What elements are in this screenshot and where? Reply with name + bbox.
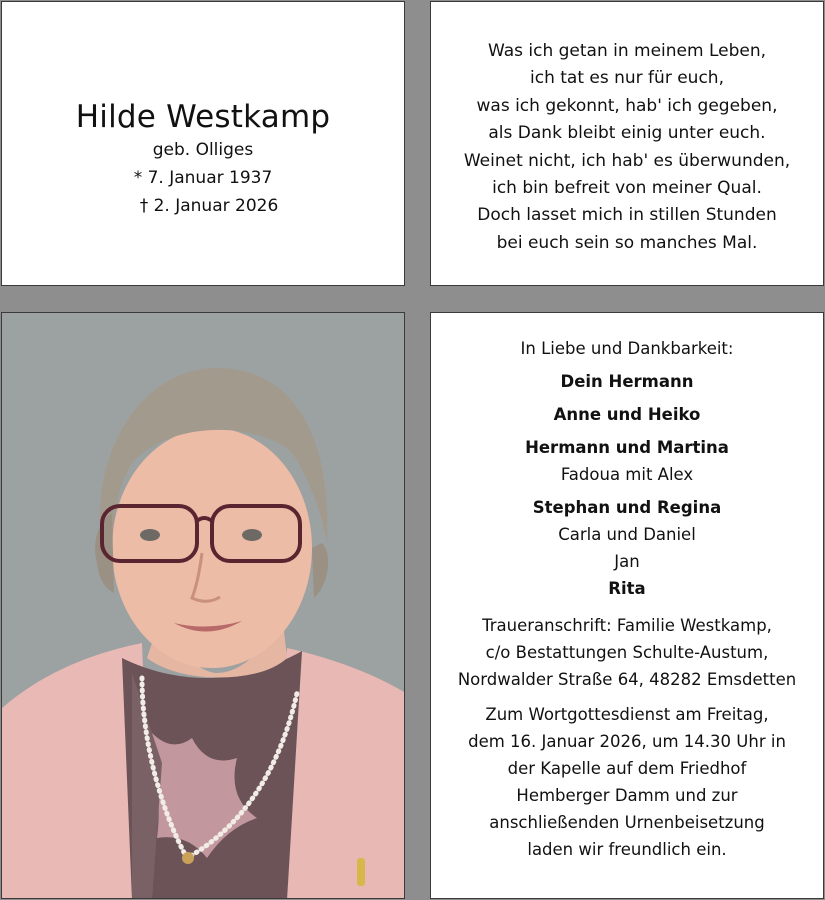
service-line: anschließenden Urnenbeisetzung — [489, 813, 765, 832]
birth-date: * 7. Januar 1937 — [133, 168, 273, 188]
poem-line: Weinet nicht, ich hab' es überwunden, — [463, 150, 791, 171]
portrait-illustration — [2, 313, 405, 899]
poem-line: ich bin befreit von meiner Qual. — [492, 178, 762, 199]
poem — [431, 38, 823, 257]
intro-line: In Liebe und Dankbarkeit: — [520, 339, 734, 358]
portrait-photo — [1, 312, 405, 899]
family-member: Fadoua mit Alex — [560, 465, 694, 484]
family-member: Carla und Daniel — [558, 525, 696, 544]
name-block — [2, 98, 404, 220]
death-date: † 2. Januar 2026 — [139, 196, 279, 216]
service-line: der Kapelle auf dem Friedhof — [507, 759, 747, 778]
family-member: Rita — [608, 579, 646, 598]
poem-line: als Dank bleibt einig unter euch. — [488, 123, 766, 144]
address-line: Nordwalder Straße 64, 48282 Emsdetten — [457, 670, 797, 689]
poem-panel — [430, 1, 824, 286]
poem-line: ich tat es nur für euch, — [530, 68, 724, 89]
service-line: Zum Wortgottesdienst am Freitag, — [485, 705, 769, 724]
service-line: laden wir freundlich ein. — [527, 840, 727, 859]
birth-name: geb. Olliges — [152, 140, 254, 160]
family-member: Jan — [614, 552, 640, 571]
family-block — [431, 335, 823, 863]
service-line: dem 16. Januar 2026, um 14.30 Uhr in — [468, 732, 786, 751]
poem-line: Doch lasset mich in stillen Stunden — [477, 205, 777, 226]
address-line: c/o Bestattungen Schulte-Austum, — [485, 643, 769, 662]
family-member: Hermann und Martina — [525, 438, 729, 457]
name-panel — [1, 1, 405, 286]
family-member: Stephan und Regina — [532, 498, 722, 517]
poem-line: Was ich getan in meinem Leben, — [487, 41, 767, 61]
family-panel — [430, 312, 824, 899]
family-member: Anne und Heiko — [553, 405, 701, 424]
deceased-name: Hilde Westkamp — [75, 99, 331, 135]
address-line: Traueranschrift: Familie Westkamp, — [482, 616, 772, 635]
family-member: Dein Hermann — [560, 372, 694, 391]
service-line: Hemberger Damm und zur — [516, 786, 738, 805]
poem-line: bei euch sein so manches Mal. — [496, 232, 758, 253]
poem-line: was ich gekonnt, hab' ich gegeben, — [476, 95, 778, 116]
